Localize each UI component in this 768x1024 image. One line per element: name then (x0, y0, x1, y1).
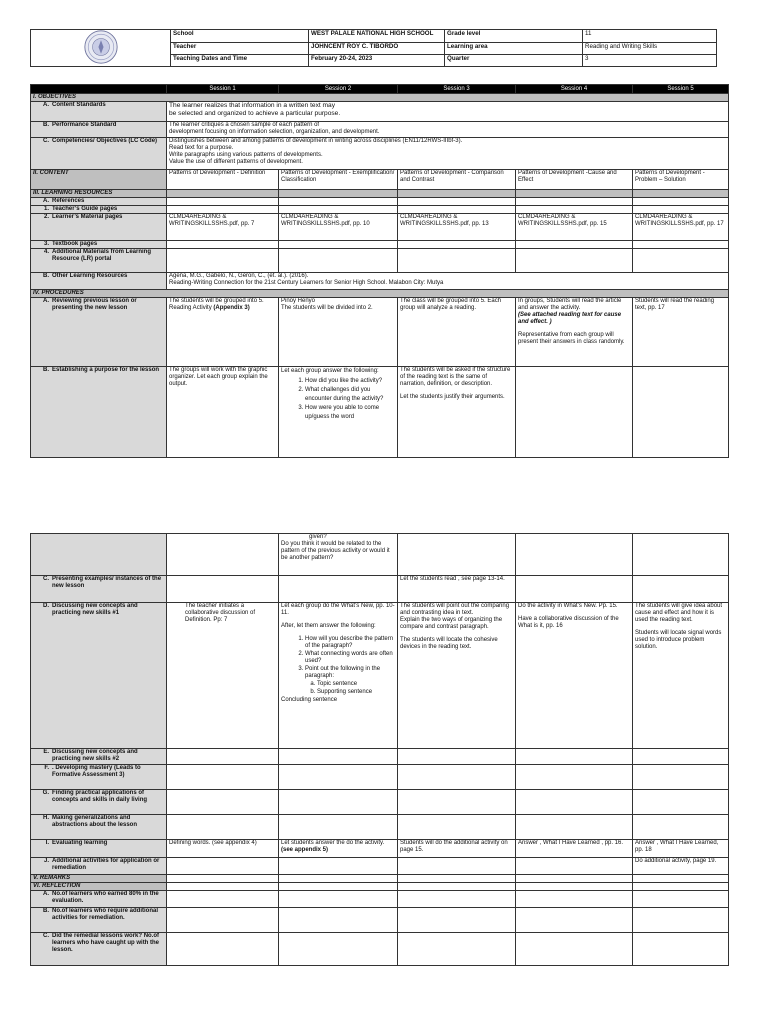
presenting-s3: Let the students read , see page 13-14. (398, 576, 516, 603)
learners-material-label: Learner’s Material pages (52, 214, 123, 220)
other-resources-label: Other Learning Resources (52, 273, 128, 279)
generalizations-label: Making generalizations and abstractions about the lesson (52, 815, 138, 828)
remarks-row (31, 875, 729, 883)
competencies-text: Distinguishes between and among patterns of development in writing across disciplines (EN11/12RWS-IIIbf-3). Read text for a purpose. Write paragraphs using various patterns of developments. Value the use of different patterns of development. (167, 138, 729, 170)
grade-value: 11 (583, 30, 717, 43)
session-3-header: Session 3 (398, 85, 516, 94)
header-table (30, 29, 717, 67)
discussing-1-s2: Let each group do the What’s New, pp. 10-11. After, let them answer the following: 1. How will you describe the pattern of the paragraph? 2. What connecting words are often used? 3. Point out the following in the paragraph: a. Topic sentence b. Supporting sentence Concluding sentence (279, 603, 398, 749)
evaluating-s4: Answer , What I Have Learned , pp. 16. (516, 840, 633, 858)
developing-mastery-label: . Developing mastery (Leads to Formative Assessment 3) (52, 765, 141, 778)
additional-activities-label: Additional activities for application or remediation (52, 858, 160, 871)
practical-applications-label: Finding practical applications of concepts and skills in daily living (52, 790, 148, 803)
additional-activities-s5: Do additional activity, page 19. (633, 858, 729, 875)
session-5-header: Session 5 (633, 85, 729, 94)
content-s5: Patterns of Development - Problem – Solution (633, 170, 729, 190)
session-2-header: Session 2 (279, 85, 398, 94)
teachers-guide-label: Teacher’s Guide pages (52, 206, 118, 212)
dates-value: February 20-24, 2023 (309, 55, 445, 67)
remarks-title: V. REMARKS (31, 875, 167, 883)
lesson-plan-table-2: given? Do you think it would be related to the pattern of the previous activity or would it be another pattern? C. Presenting examples/ instances of the new lesson Let the students read , see page 13-14. D. Discussing new concepts and practicing new skills #1 The teacher initiates a collaborative discussion of Definition. Pp: 7 Let each group do the What’s New, pp. 10-11. After, let them answer the following: 1. How will you describe the pattern of the paragraph? 2. What connecting words are often used? 3. Point out the following in the paragraph: a. Topic sentence b. Supporting sentence Concluding sentence The students will point out the comparing and contrasting idea in text. Explain the two ways of organizing the compare and contrast paragraph. The students will locate the cohesive devices in the reading text. Do the activity in What’s New. Pp. 15. Have a collaborative discussion of the What is it, pp. 16 The students will give idea about cause and effect and how it is used the reading text. Students will locate signal words used to introduce problem solution. E. Discussing new concepts and practicing new skills #2 F. . Developing mastery (Leads to Formative Assessment 3) G. Finding practical applications of concepts and skills in daily living H. Making generalizations and abstractions about the lesson I. Evaluating learning Defining words. (see appendix 4) Let students answer the do the activity. (see appendix 5) Students will do the additional activity on page 15. Answer , What I Have Learned , pp. 16. Answer , What I Have Learned, pp. 18 J. Additional activities for application or remediation Do additional activity, page 19. V. REMARKS VI. REFLECTION A. No.of learners who earned 80% in the evaluation. B. No.of learners who require additional activities for remediation. C. Did the remedial lessons work? No.of learners who have caught up with the lesson. (30, 533, 729, 966)
reviewing-s2: Pinoy Henyo The students will be divided into 2. (279, 298, 398, 367)
purpose-s1: The groups will work with the graphic organizer. Let each group explain the output. (167, 367, 279, 458)
discussing-1-s3: The students will point out the comparing and contrasting idea in text. Explain the two ways of organizing the compare and contrast paragraph. The students will locate the cohesive devices in the reading text. (398, 603, 516, 749)
content-s3: Patterns of Development - Comparison and Contrast (398, 170, 516, 190)
grade-label: Grade level (445, 30, 583, 43)
evaluating-label: Evaluating learning (52, 840, 108, 846)
discussing-1-s4: Do the activity in What’s New. Pp. 15. Have a collaborative discussion of the What is it, pp. 16 (516, 603, 633, 749)
other-resources-text: Agena, M.G., Gabelo, N., Geron, C., (et. al.). (2016). Reading-Writing Connection for the 21st Century Learners for Senior High School. Malabon City: Mutya (167, 273, 729, 290)
content-s1: Patterns of Development - Definition (167, 170, 279, 190)
logo-cell (31, 30, 171, 67)
references-label: References (52, 198, 85, 204)
reviewing-s1: The students will be grouped into 5. Reading Activity (Appendix 3) (167, 298, 279, 367)
evaluating-s3: Students will do the additional activity on page 15. (398, 840, 516, 858)
reviewing-s3: The class will be grouped into 5. Each group will analyze a reading. (398, 298, 516, 367)
area-label: Learning area (445, 43, 583, 55)
session-header-row (31, 85, 729, 94)
learners-material-s3: CLMD4AREADING & WRITINGSKILLSSHS.pdf, pp. 13 (398, 214, 516, 241)
evaluating-s2: Let students answer the do the activity. (see appendix 5) (279, 840, 398, 858)
resources-title: III. LEARNING RESOURCES (31, 190, 167, 198)
evaluating-s5: Answer , What I Have Learned, pp. 18 (633, 840, 729, 858)
procedures-section-row (31, 290, 729, 298)
teacher-value: JOHNCENT ROY C. TIBORDO (309, 43, 445, 55)
textbook-pages-label: Textbook pages (52, 241, 98, 247)
establishing-purpose-label: Establishing a purpose for the lesson (52, 367, 160, 373)
reflection-title: VI. REFLECTION (31, 883, 167, 891)
lesson-plan-table-1: Session 1 Session 2 Session 3 Session 4 Session 5 I. OBJECTIVES A. Content Standards The learner realizes that information in a written text may be selected and organized to achieve a particular purpose. B. Performance Standard The learner critiques a chosen sample of each pattern of development focusing on information selection, organization, and development. C. Competencies/ Objectives (LC Code) Distinguishes between and among patterns of development in writing across disciplines (EN11/12RWS-IIIbf-3). Read text for a purpose. Write paragraphs using various patterns of developments. Value the use of different patterns of development. II. CONTENT Patterns of Development - Definition Patterns of Development - Exemplification/ Classification Patterns of Development - Comparison and Contrast Patterns of Development -Cause and Effect Patterns of Development - Problem – Solution III. LEARNING RESOURCES A. References 1. Teacher’s Guide pages 2. Learner’s Material pages CLMD4AREADING & WRITINGSKILLSSHS.pdf, pp. 7 CLMD4AREADING & WRITINGSKILLSSHS.pdf, pp. 10 CLMD4AREADING & WRITINGSKILLSSHS.pdf, pp. 13 CLMD4AREADING & WRITINGSKILLSSHS.pdf, pp. 15 CLMD4AREADING & WRITINGSKILLSSHS.pdf, pp. 17 3. Textbook pages 4. Additional Materials from Learning Resource (LR) portal B. Other Learning Resources Agena, M.G., Gabelo, N., Geron, C., (et. al.). (2016). Reading-Writing Connection for the 21st Century Learners for Senior High School. Malabon City: Mutya IV. PROCEDURES A. Reviewing previous lesson or presenting the new lesson The students will be grouped into 5. Reading Activity (Appendix 3) Pinoy Henyo The students will be divided into 2. The class will be grouped into 5. Each group will analyze a reading. In groups, Students will read the article and answer the activity. (See attached reading text for cause and effect. ) Representative from each group will present their answers in class randomly. Students will read the reading text, pp. 17 B. Establishing a purpose for the lesson The groups will work with the graphic organizer. Let each group explain the output. Let each group answer the following: 1. How did you like the activity? 2. What challenges did you encounter during the activity? 3. How were you able to come up/guess the word The students will be asked if the structure of the reading text is the same of narration, definition, or description. Let the students justify their arguments. (30, 84, 729, 458)
purpose-s2: Let each group answer the following: 1. How did you like the activity? 2. What challenges did you encounter during the activity? 3. How were you able to come up/guess the word (279, 367, 398, 458)
school-value: WEST PALALE NATIONAL HIGH SCHOOL (309, 30, 445, 43)
remedial-lessons-label: Did the remedial lessons work? No.of learners who have caught up with the lesson. (52, 933, 160, 953)
content-standards-label: Content Standards (52, 102, 106, 108)
reviewing-lesson-label: Reviewing previous lesson or presenting the new lesson (52, 298, 137, 311)
discussing-1-s5: The students will give idea about cause and effect and how it is used the reading text. Students will locate signal words used to introduce problem solution. (633, 603, 729, 749)
procedures-title: IV. PROCEDURES (31, 290, 729, 298)
content-standards-text: The learner realizes that information in a written text may be selected and organized to achieve a particular purpose. (167, 102, 729, 122)
reviewing-s5: Students will read the reading text, pp. 17 (633, 298, 729, 367)
learners-remediation-label: No.of learners who require additional activities for remediation. (52, 908, 159, 921)
dates-label: Teaching Dates and Time (171, 55, 309, 67)
performance-standard-label: Performance Standard (52, 122, 117, 128)
content-title: II. CONTENT (31, 170, 167, 190)
reflection-row (31, 883, 729, 891)
discussing-1-s1: The teacher initiates a collaborative discussion of Definition. Pp: 7 (167, 603, 279, 749)
presenting-examples-label: Presenting examples/ instances of the new lesson (52, 576, 162, 589)
session-1-header: Session 1 (167, 85, 279, 94)
evaluating-s1: Defining words. (see appendix 4) (167, 840, 279, 858)
purpose-s2-continued: given? Do you think it would be related to the pattern of the previous activity or would it be another pattern? (279, 534, 398, 576)
content-s2: Patterns of Development - Exemplification/ Classification (279, 170, 398, 190)
additional-materials-label: Additional Materials from Learning Resource (LR) portal (52, 249, 152, 262)
performance-standard-text: The learner critiques a chosen sample of each pattern of development focusing on information selection, organization, and development. (167, 122, 729, 138)
area-value: Reading and Writing Skills (583, 43, 717, 55)
purpose-s3: The students will be asked if the structure of the reading text is the same of narration, definition, or description. Let the students justify their arguments. (398, 367, 516, 458)
discussing-2-label: Discussing new concepts and practicing new skills #2 (52, 749, 138, 762)
discussing-1-label: Discussing new concepts and practicing new skills #1 (52, 603, 138, 616)
content-s4: Patterns of Development -Cause and Effect (516, 170, 633, 190)
reviewing-s4: In groups, Students will read the article and answer the activity. (See attached reading text for cause and effect. ) Representative from each group will present their answers in class randomly. (516, 298, 633, 367)
page-1 (0, 0, 768, 500)
learners-80-label: No.of learners who earned 80% in the evaluation. (52, 891, 159, 904)
learners-material-s5: CLMD4AREADING & WRITINGSKILLSSHS.pdf, pp. 17 (633, 214, 729, 241)
session-4-header: Session 4 (516, 85, 633, 94)
quarter-label: Quarter (445, 55, 583, 67)
learners-material-s2: CLMD4AREADING & WRITINGSKILLSSHS.pdf, pp. 10 (279, 214, 398, 241)
objectives-title: I. OBJECTIVES (31, 94, 729, 102)
deped-seal-icon (84, 30, 118, 64)
resources-section-row (31, 190, 729, 198)
competencies-label: Competencies/ Objectives (LC Code) (52, 138, 158, 144)
objectives-section-row (31, 94, 729, 102)
learners-material-s1: CLMD4AREADING & WRITINGSKILLSSHS.pdf, pp. 7 (167, 214, 279, 241)
learners-material-s4: CLMD4AREADING & WRITINGSKILLSSHS.pdf, pp. 15 (516, 214, 633, 241)
teacher-label: Teacher (171, 43, 309, 55)
quarter-value: 3 (583, 55, 717, 67)
content-row (31, 170, 729, 190)
school-label: School (171, 30, 309, 43)
